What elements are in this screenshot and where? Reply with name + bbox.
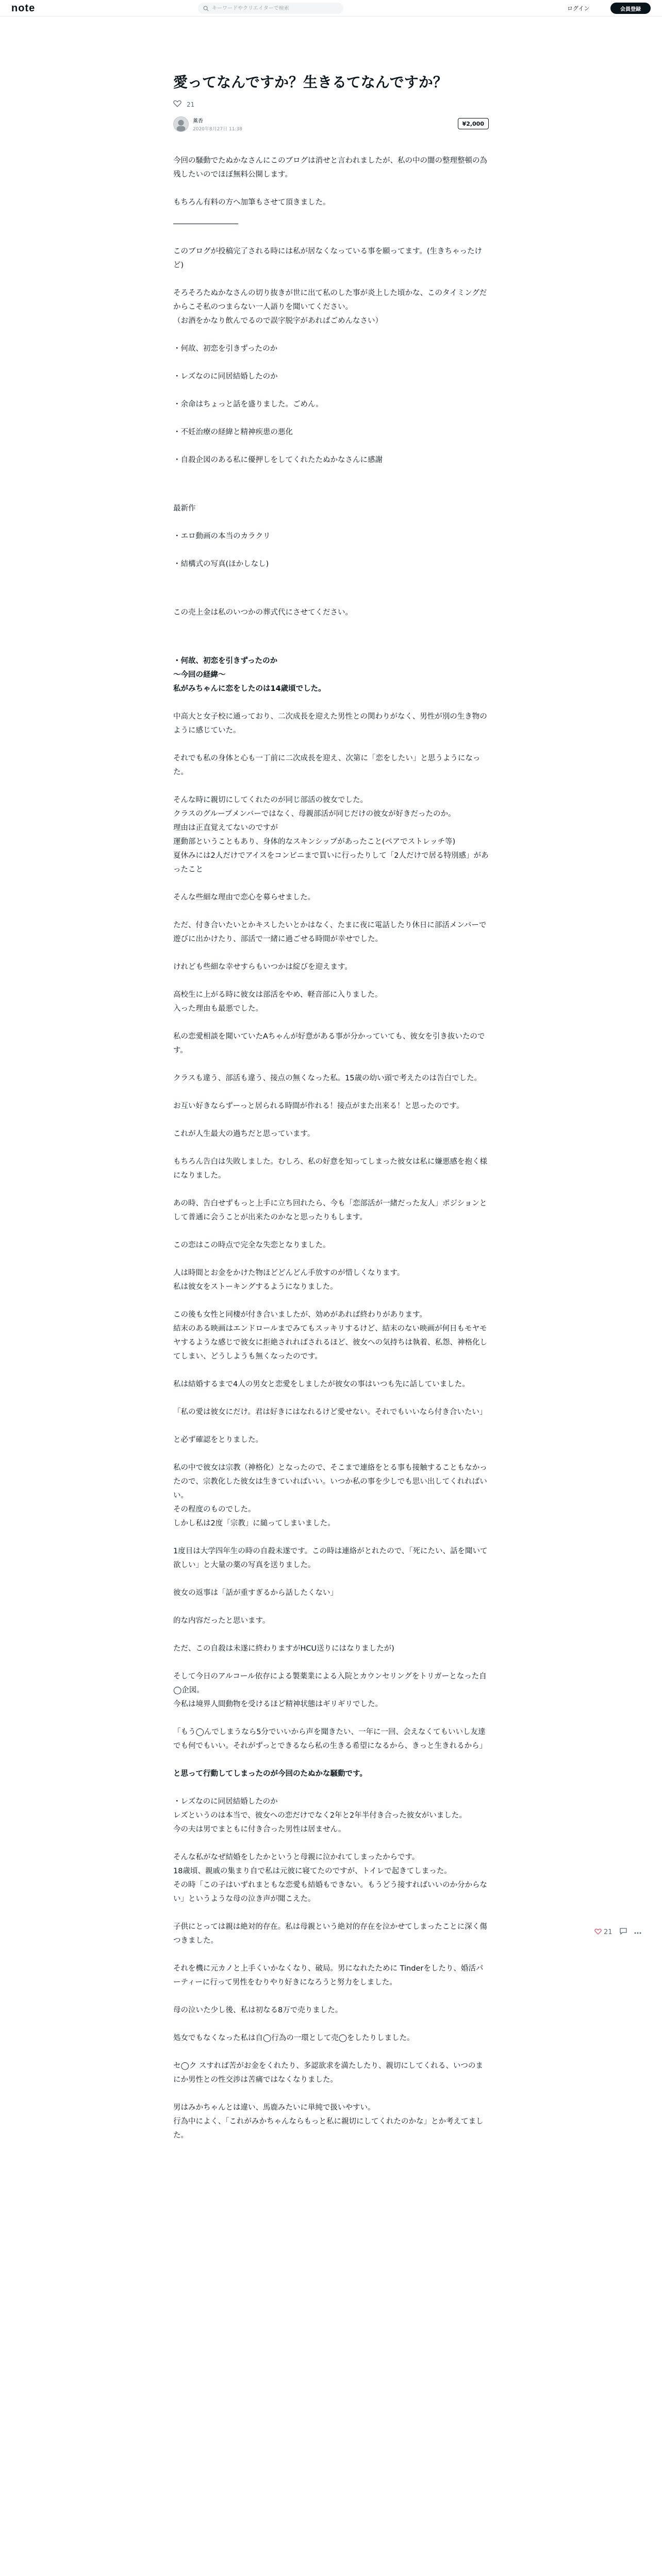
article-paragraph: ・結構式の写真(ほかしなし) xyxy=(173,560,269,568)
publish-date: 2020年8月27日 11:38 xyxy=(193,127,242,132)
article-paragraph: けれども些細な幸せすらもいつかは綻びを迎えます。 xyxy=(173,963,352,971)
article-paragraph: この売上金は私のいつかの葬式代にさせてください。 xyxy=(173,608,353,617)
article-paragraph: 男はみかちゃんとは違い、馬鹿みたいに単純で扱いやすい。 行為中によく、「これがみかちゃんならもっと私に親切にしてくれたのかな」とか考えてました。 xyxy=(173,2104,484,2140)
price-button[interactable]: ¥2,000 xyxy=(458,118,489,129)
article-paragraph: 私は結婚するまで4人の男女と恋愛をしましたが彼女の事はいつも先に話していました。 xyxy=(173,1380,470,1388)
section-gap xyxy=(173,481,489,502)
article-paragraph: 処女でもなくなった私は自◯行為の一環として売◯をしたりしました。 xyxy=(173,2034,415,2042)
author-row xyxy=(173,115,489,133)
search-box[interactable] xyxy=(198,3,343,14)
section-gap xyxy=(173,634,489,654)
signup-button[interactable]: 会員登録 xyxy=(610,3,651,14)
article-paragraph: お互い好きならずーっと居られる時間が作れる！接点がまた出来る！と思ったのです。 xyxy=(173,1102,464,1110)
article-paragraph: ただ、付き合いたいとかキスしたいとかはなく、たまに夜に電話したり休日に部活メンバーで遊びに出かけたり、部活で一緒に過ごせる時間が幸せでした。 xyxy=(173,921,487,943)
article-paragraph: 的な内容だったと思います。 xyxy=(173,1617,270,1625)
like-count: 21 xyxy=(187,100,195,108)
article-paragraph: それを機に元カノと上手くいかなくなり、破局。男になれたために Tinderをしたり、婚活パーティーに行って男性をむりやり好きになろうと努力をしました。 xyxy=(173,1964,484,1987)
article-paragraph: そんな些細な理由で恋心を募らせました。 xyxy=(173,893,316,902)
author-name[interactable]: 薫香 xyxy=(193,118,203,124)
side-like-count: 21 xyxy=(604,1928,613,1936)
comment-icon[interactable] xyxy=(620,1928,627,1937)
article-paragraph: このブログが投稿完了される時には私が居なくなっている事を願ってます。(生きちゃったけど) xyxy=(173,247,482,269)
search-input[interactable] xyxy=(212,6,336,11)
article-paragraph: あの時、告白せずもっと上手に立ち回れたら、今も「恋部活が一緒だった友人」ポジションとして普通に会うことが出来たのかなと思ったりもします。 xyxy=(173,1199,487,1222)
heart-outline-icon xyxy=(594,1928,602,1937)
article-paragraph: この恋はこの時点で完全な失恋となりました。 xyxy=(173,1241,330,1249)
article-paragraph: ・レズなのに同居結婚したのか レズというのは本当で、彼女への恋だけでなく2年と2年半付き合った彼女がいました。 今の夫は男でまともに付き合った男性は居ません。 xyxy=(173,1798,467,1834)
article-paragraph: そろそろたぬかなさんの切り抜きが世に出て私のした事が炎上した頃かな、このタイミングだからこそ私のつまらない一人語りを聞いてください。 （お酒をかなり飲んでるので誤字脱字があればごめんなさい） xyxy=(173,289,487,325)
article-paragraph: ・レズなのに同居結婚したのか xyxy=(173,372,278,381)
article-paragraph: それでも私の身体と心も一丁前に二次成長を迎え、次第に「恋をしたい」と思うようになった。 xyxy=(173,754,481,776)
article-paragraph: 1度目は大学四年生の時の自殺未遂です。この時は連絡がとれたので、「死にたい、話を聞いて欲しい」と大量の薬の写真を送りました。 xyxy=(173,1547,488,1569)
more-icon[interactable] xyxy=(634,1928,641,1936)
section-gap xyxy=(173,585,489,606)
article xyxy=(173,72,489,2157)
article-body xyxy=(173,154,489,2143)
login-link[interactable]: ログイン xyxy=(567,5,590,12)
article-paragraph: 子供にとっては親は絶対的存在。私は母親という絶対的存在を泣かせてしまったことに深く傷つきました。 xyxy=(173,1923,487,1945)
article-paragraph: ・何故、初恋を引きずったのか xyxy=(173,345,278,353)
article-paragraph: この後も女性と同棲が付き合いましたが、効めがあれば終わりがあります。 結末のある映画はエンドロールまでみてもスッキリするけど、結末のない映画が何日もモヤモヤするような感じで彼女に拒絶されればされるほど、彼女への気持ちは執着、私怨、神格化してしまい、どうしようも無くなったのです。 xyxy=(173,1311,487,1361)
article-paragraph: と必ず確認をとりました。 xyxy=(173,1436,263,1444)
article-paragraph: 今回の騒動でたぬかなさんにこのブログは消せと言われましたが、私の中の闇の整理整頓の為残したいのでほぼ無料公開します。 xyxy=(173,157,487,179)
article-paragraph: 「もう◯んでしまうなら5分でいいから声を聞きたい、一年に一回、会えなくてもいいし友達でも何でもいい。それがずっとできるなら私の生きる希望になるから、きっと生きれるから」 xyxy=(173,1728,487,1750)
heart-icon[interactable] xyxy=(173,100,181,109)
article-paragraph: ・自殺企図のある私に優押しをしてくれたたぬかなさんに感謝 xyxy=(173,456,383,464)
article-paragraph: そんな時に親切にしてくれたのが同じ部活の彼女でした。 クラスのグループメンバーではなく、母親部活が同じだけの彼女が好きだったのか。 理由は正直覚えてないのですが 運動部ということもあり、身体的なスキンシップがあったこと(ペアでストレッチ等) 夏休みには2人だけでアイスをコンビニまで買いに行ったりして「2人だけで居る特別感」があったこと xyxy=(173,796,489,874)
note-logo[interactable]: note xyxy=(11,3,36,14)
article-paragraph: クラスも違う、部活も違う、接点の無くなった私。15歳の幼い頭で考えたのは告白でした。 xyxy=(173,1074,482,1082)
article-paragraph: そして今日のアルコール依存による製薬業による入院とカウンセリングをトリガーとなった自◯企図。 今私は境界人間動物を受けるほど精神状態はギリギリでした。 xyxy=(173,1672,487,1708)
article-paragraph: ・エロ動画の本当のカラクリ xyxy=(173,532,271,540)
article-paragraph: と思って行動してしまったのが今回のたぬかな騒動です。 xyxy=(173,1770,367,1778)
article-meta xyxy=(173,100,489,109)
article-paragraph: これが人生最大の過ちだと思っています。 xyxy=(173,1130,315,1138)
article-paragraph: 母の泣いた少し後、私は初なる8万で売りました。 xyxy=(173,2006,343,2014)
article-paragraph: ・不妊治療の経緯と精神疾患の悪化 xyxy=(173,428,293,436)
top-header xyxy=(0,0,662,16)
article-paragraph: 私の恋愛相談を聞いていたAちゃんが好意がある事が分かっていても、彼女を引き抜いたのです。 xyxy=(173,1032,485,1055)
article-paragraph: 「私の愛は彼女にだけ。君は好きにはなれるけど愛せない。それでもいいなら付き合いたい」 xyxy=(173,1408,487,1416)
article-paragraph: 人は時間とお金をかけた物ほどどんどん手放すのが惜しくなります。 私は彼女をストーキングするようになりました。 xyxy=(173,1269,405,1291)
article-paragraph: 私の中で彼女は宗教（神格化）となったので、そこまで連絡をとる事も接触することもなかったので、宗教化した彼女は生きていればいい。いつか私の事を少しでも思い出してくれればいい。 その程度のものでした。 しかし私は2度「宗教」に縋ってしまいました。 xyxy=(173,1464,487,1528)
article-paragraph: ・余命はちょっと話を盛りました。ごめん。 xyxy=(173,400,323,409)
side-like[interactable] xyxy=(594,1928,613,1937)
article-paragraph: もちろん告白は失敗しました。むしろ、私の好意を知ってしまった彼女は私に嫌悪感を抱く様になりました。 xyxy=(173,1158,487,1180)
article-paragraph: 高校生に上がる時に彼女は部活をやめ、軽音部に入りました。 入った理由も最悪でした。 xyxy=(173,991,383,1013)
article-paragraph: そんな私がなぜ結婚をしたかというと母親に泣かれてしまったからです。 18歳頃、親戚の集まり自で私は元彼に寝てたのですが、トイレで起きてしまった。 その時「この子はいずれまともな恋愛も結婚もできない。もうどう接すればいいのか分からない」というような母の泣き声が聞こえた。 xyxy=(173,1853,487,1903)
search-icon xyxy=(203,4,209,13)
article-paragraph: ただ、この自殺は未遂に終わりますがHCU送りにはなりましたが) xyxy=(173,1645,394,1653)
article-paragraph: 中高大と女子校に通っており、二次成長を迎えた男性との関わりがなく、男性が別の生き物のように感じていた。 xyxy=(173,713,487,735)
article-paragraph: セ◯ク スすれば苦がお金をくれたり、多認欲求を満たしたり、親切にしてくれる、いつのまにか男性との性交渉は苦痛ではなくなりました。 xyxy=(173,2062,483,2084)
article-paragraph: もちろん有料の方へ加筆もさせて頂きました。 xyxy=(173,198,330,207)
article-paragraph: 最新作 xyxy=(173,504,196,513)
side-actions xyxy=(594,1928,641,1937)
article-paragraph: 彼女の返事は「話が重すぎるから話したくない」 xyxy=(173,1589,338,1597)
avatar[interactable] xyxy=(173,116,189,132)
author-info xyxy=(193,116,242,132)
article-title: 愛ってなんですか？生きるてなんですか？ xyxy=(173,74,448,91)
article-paragraph: ・何故、初恋を引きずったのか 〜今回の経緯〜 私がみちゃんに恋をしたのは14歳頃でした。 xyxy=(173,657,326,693)
